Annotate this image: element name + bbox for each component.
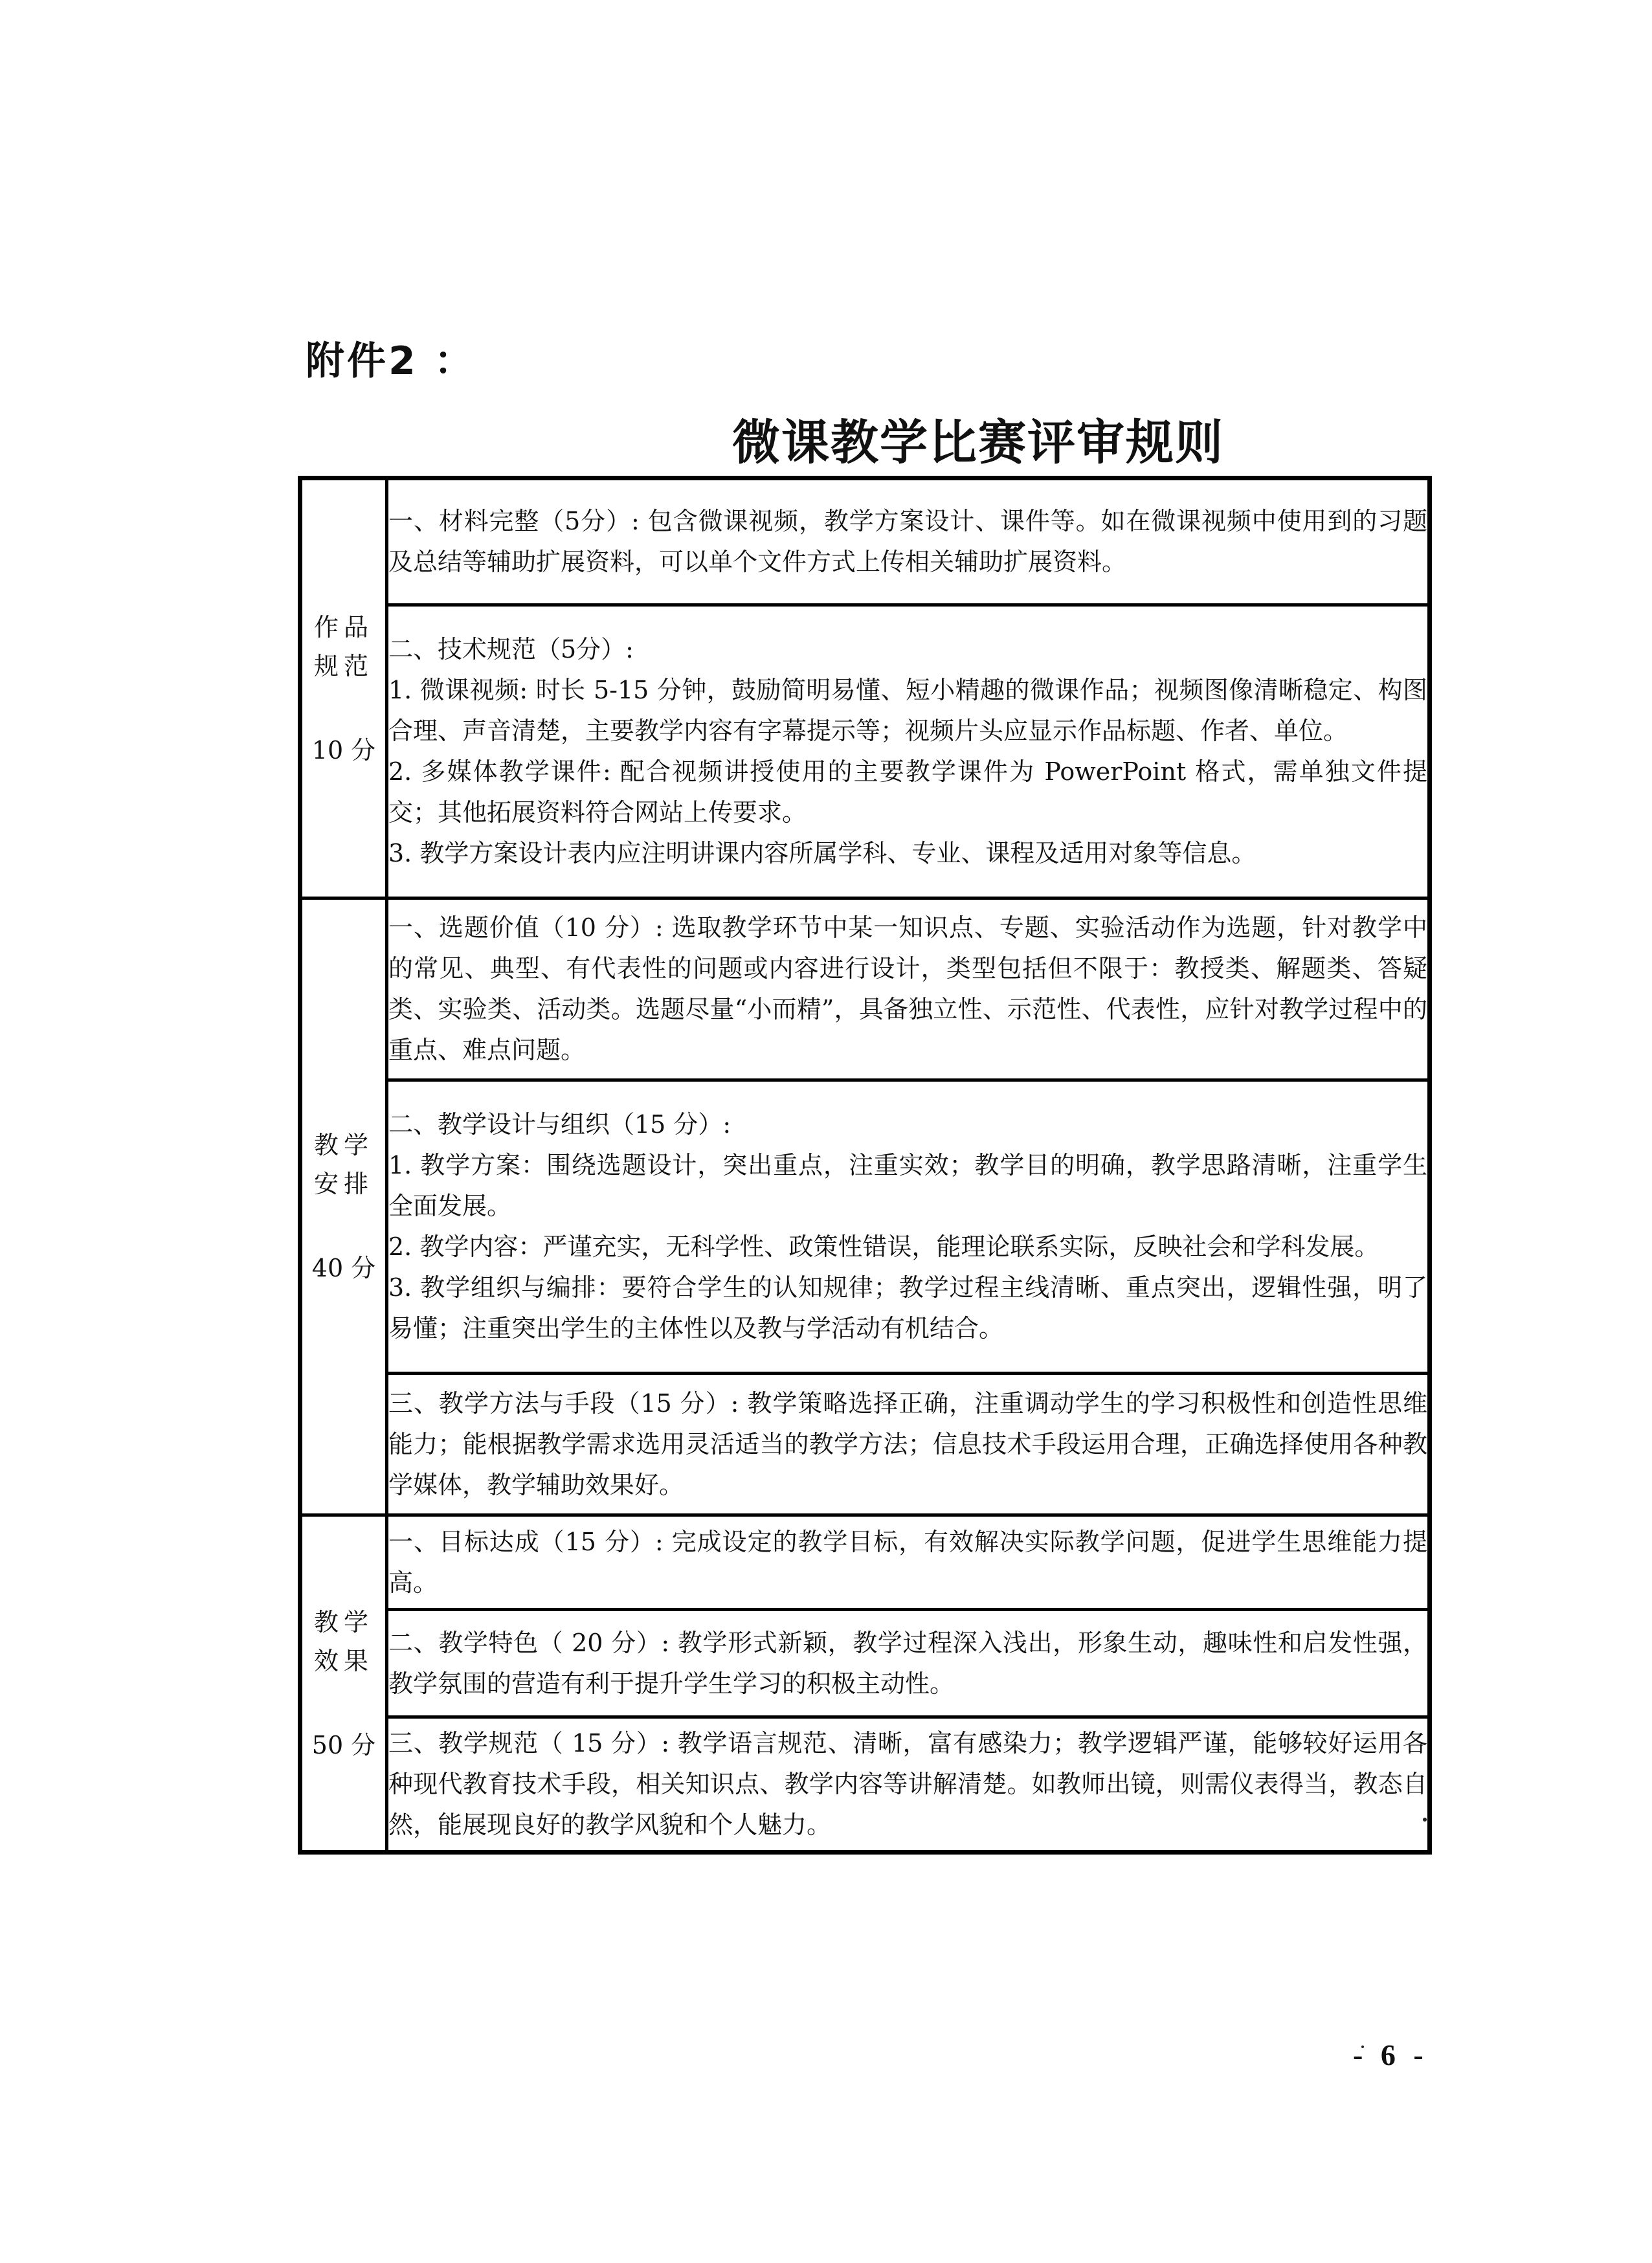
criterion-cell xyxy=(387,478,1430,605)
category-name: 教学安排 xyxy=(313,1131,374,1198)
criterion-text: 一、材料完整（5分）: 包含微课视频，教学方案设计、课件等。如在微课视频中使用到的习题及总结等辅助扩展资料，可以单个文件方式上传相关辅助扩展资料。 xyxy=(388,507,1427,576)
criterion-text: 二、教学特色（ 20 分）: 教学形式新颖，教学过程深入浅出，形象生动，趣味性和启发性强，教学氛围的营造有利于提升学生学习的积极主动性。 xyxy=(388,1628,1427,1698)
criterion-cell xyxy=(387,1080,1430,1374)
criterion-cell xyxy=(387,898,1430,1080)
table-row xyxy=(300,1515,1430,1610)
criterion-heading: 二、技术规范（5分）: xyxy=(388,635,634,663)
table-row xyxy=(300,1610,1430,1717)
criterion-text: 3. 教学组织与编排：要符合学生的认知规律；教学过程主线清晰、重点突出，逻辑性强，明了易懂；注重突出学生的主体性以及教与学活动有机结合。 xyxy=(388,1273,1427,1343)
scan-speck xyxy=(1423,1818,1427,1822)
criterion-text: 一、目标达成（15 分）: 完成设定的教学目标，有效解决实际教学问题，促进学生思维能力提高。 xyxy=(388,1527,1427,1597)
criterion-cell xyxy=(387,1717,1430,1853)
criterion-text: 2. 多媒体教学课件: 配合视频讲授使用的主要教学课件为 PowerPoint 格式，需单独文件提交；其他拓展资料符合网站上传要求。 xyxy=(388,757,1427,827)
category-name: 教学效果 xyxy=(313,1607,374,1675)
category-name: 作品规范 xyxy=(313,612,374,680)
criterion-text: 一、选题价值（10 分）: 选取教学环节中某一知识点、专题、实验活动作为选题，针对教学中的常见、典型、有代表性的问题或内容进行设计，类型包括但不限于：教授类、解题类、答疑类、实验类、活动类。选题尽量“小而精”，具备独立性、示范性、代表性，应针对教学过程中的重点、难点问题。 xyxy=(388,913,1427,1064)
table-row xyxy=(300,898,1430,1080)
criterion-text: 3. 教学方案设计表内应注明讲课内容所属学科、专业、课程及适用对象等信息。 xyxy=(388,839,1256,867)
criterion-text: 三、教学规范（ 15 分）: 教学语言规范、清晰，富有感染力；教学逻辑严谨，能够较好运用各种现代教育技术手段，相关知识点、教学内容等讲解清楚。如教师出镜，则需仪表得当，教态自然，能展现良好的教学风貌和个人魅力。 xyxy=(388,1729,1427,1839)
category-cell xyxy=(300,1515,387,1853)
category-score: 50 分 xyxy=(311,1730,376,1759)
table-row xyxy=(300,1080,1430,1374)
category-cell xyxy=(300,898,387,1515)
table-row xyxy=(300,1374,1430,1515)
table-row xyxy=(300,605,1430,898)
criterion-heading: 二、教学设计与组织（15 分）: xyxy=(388,1110,731,1139)
table-row xyxy=(300,478,1430,605)
criterion-text: 1. 教学方案：围绕选题设计，突出重点，注重实效；教学目的明确，教学思路清晰，注重学生全面发展。 xyxy=(388,1151,1427,1220)
criterion-cell xyxy=(387,1515,1430,1610)
category-cell xyxy=(300,478,387,898)
page-number: - 6 - xyxy=(1353,2038,1429,2071)
category-score: 10 分 xyxy=(311,735,376,764)
table-row xyxy=(300,1717,1430,1853)
criterion-cell xyxy=(387,1610,1430,1717)
category-score: 40 分 xyxy=(311,1254,376,1282)
rules-table xyxy=(298,476,1432,1855)
criterion-text: 三、教学方法与手段（15 分）: 教学策略选择正确，注重调动学生的学习积极性和创造性思维能力；能根据教学需求选用灵活适当的教学方法；信息技术手段运用合理，正确选择使用各种教学媒体，教学辅助效果好。 xyxy=(388,1388,1427,1499)
page-title xyxy=(0,405,1652,473)
criterion-cell xyxy=(387,1374,1430,1515)
criterion-text: 1. 微课视频: 时长 5-15 分钟，鼓励简明易懂、短小精趣的微课作品；视频图像清晰稳定、构图合理、声音清楚，主要教学内容有字幕提示等；视频片头应显示作品标题、作者、单位。 xyxy=(388,676,1427,745)
page-title-text: 微课教学比赛评审规则 xyxy=(732,415,1224,471)
criterion-text: 2. 教学内容：严谨充实，无科学性、政策性错误，能理论联系实际，反映社会和学科发展。 xyxy=(388,1232,1379,1261)
criterion-cell xyxy=(387,605,1430,898)
attachment-label: 附件2 ： xyxy=(306,339,476,384)
